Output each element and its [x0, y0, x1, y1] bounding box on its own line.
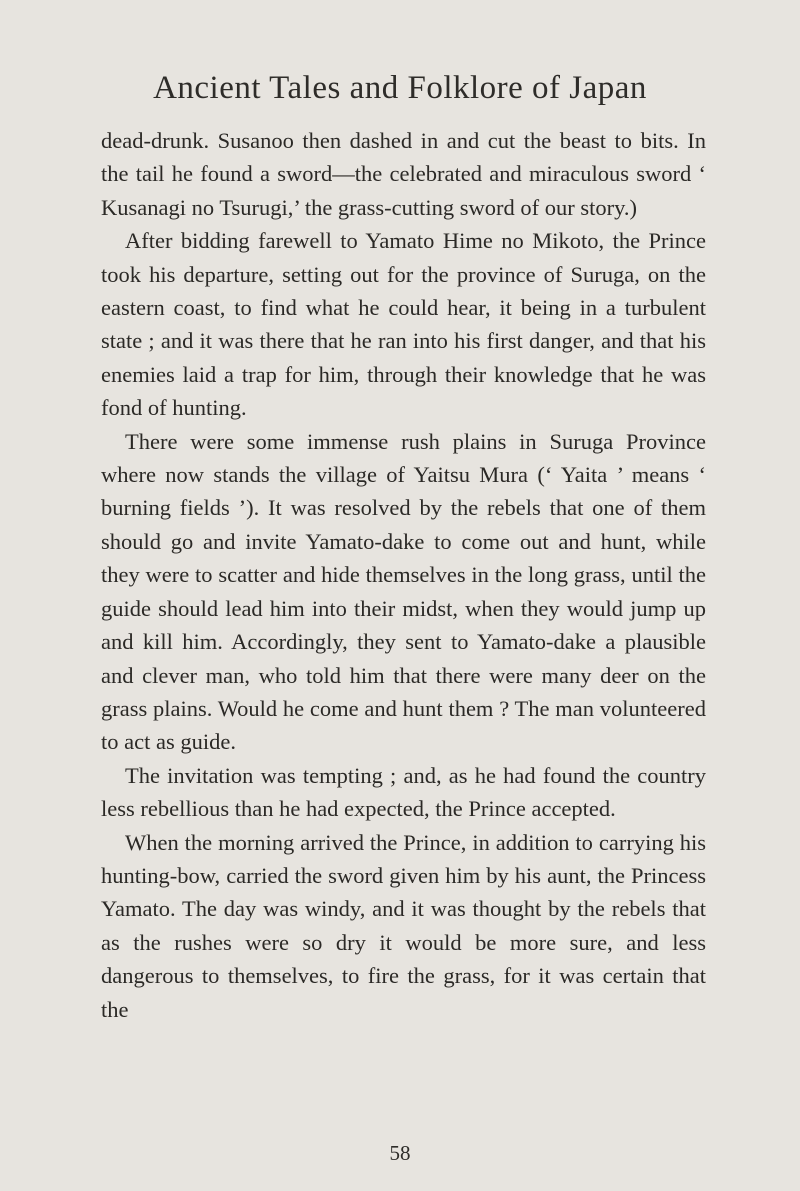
- paragraph-continuation: dead-drunk. Susanoo then dashed in and cut the beast to bits. In the tail he found a sword—the celebrated and miraculous sword ‘ Kusanagi no Tsurugi,’ the grass-cutting sword of our story.): [101, 128, 706, 220]
- running-title: Ancient Tales and Folklore of Japan: [153, 70, 647, 106]
- paragraph: The invitation was tempting ; and, as he had found the country less rebellious than he had expected, the Prince accepted.: [101, 762, 706, 822]
- paragraph: There were some immense rush plains in Suruga Province where now stands the village of Yaitsu Mura (‘ Yaita ’ means ‘ burning fields ’). It was resolved by the rebels that one of them should go and invite Yamato-dake to come out and hunt, while they were to scatter and hide themselves in the long grass, until the guide should lead him into their midst, when they would jump up and kill him. Accordingly, they sent to Yamato-dake a plausible and clever man, who told him that there were many deer on the grass plains. Would he come and hunt them ? The man volunteered to act as guide.: [101, 428, 706, 755]
- paragraph: After bidding farewell to Yamato Hime no Mikoto, the Prince took his departure, setting out for the province of Suruga, on the eastern coast, to find what he could hear, it being in a turbulent state ; and it was there that he ran into his first danger, and that his enemies laid a trap for him, through their knowledge that he was fond of hunting.: [101, 228, 706, 421]
- page-number: 58: [389, 1141, 411, 1165]
- paragraph: When the morning arrived the Prince, in addition to carrying his hunting-bow, carried the sword given him by his aunt, the Princess Yamato. The day was windy, and it was thought by the rebels that as the rushes were so dry it would be more sure, and less dangerous to themselves, to fire the grass, for it was certain that the: [101, 829, 706, 1022]
- body-text: [101, 124, 706, 1026]
